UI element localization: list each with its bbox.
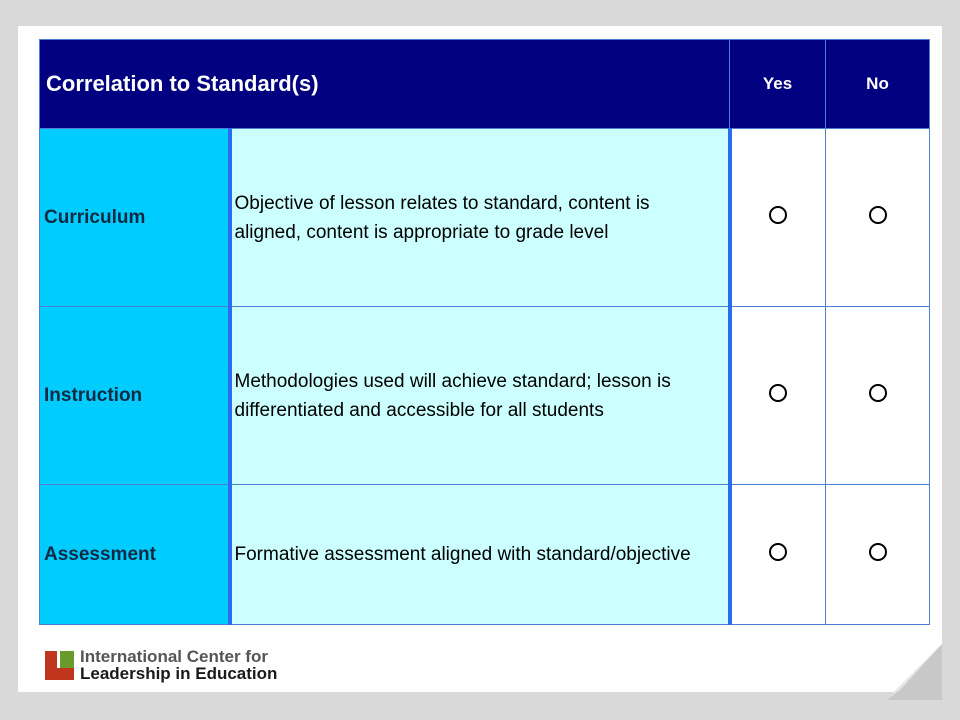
no-radio-button[interactable] [869,543,887,561]
criteria-description: Objective of lesson relates to standard, content is aligned, content is appropriate to grade level [230,129,730,307]
logo-line-2: Leadership in Education [80,664,278,683]
yes-radio-button[interactable] [769,543,787,561]
table-title: Correlation to Standard(s) [40,40,730,129]
no-option-cell [826,485,930,625]
no-radio-button[interactable] [869,206,887,224]
standards-rubric-table [39,39,930,625]
yes-column-header: Yes [730,40,826,129]
no-column-header: No [826,40,930,129]
category-label: Assessment [40,485,230,625]
no-radio-button[interactable] [869,384,887,402]
no-option-cell [826,129,930,307]
table-header-row [40,40,930,129]
logo-line-1: International Center for [80,647,268,666]
logo-wordmark [80,648,277,682]
no-option-cell [826,307,930,485]
category-label: Instruction [40,307,230,485]
yes-option-cell [730,307,826,485]
yes-radio-button[interactable] [769,384,787,402]
yes-option-cell [730,129,826,307]
table-row-assessment [40,485,930,625]
criteria-description: Formative assessment aligned with standard/objective [230,485,730,625]
criteria-description: Methodologies used will achieve standard; lesson is differentiated and accessible for all students [230,307,730,485]
logo-mark-icon [45,651,74,680]
category-label: Curriculum [40,129,230,307]
table-row-instruction [40,307,930,485]
organization-logo [45,648,277,682]
yes-radio-button[interactable] [769,206,787,224]
table-row-curriculum [40,129,930,307]
yes-option-cell [730,485,826,625]
